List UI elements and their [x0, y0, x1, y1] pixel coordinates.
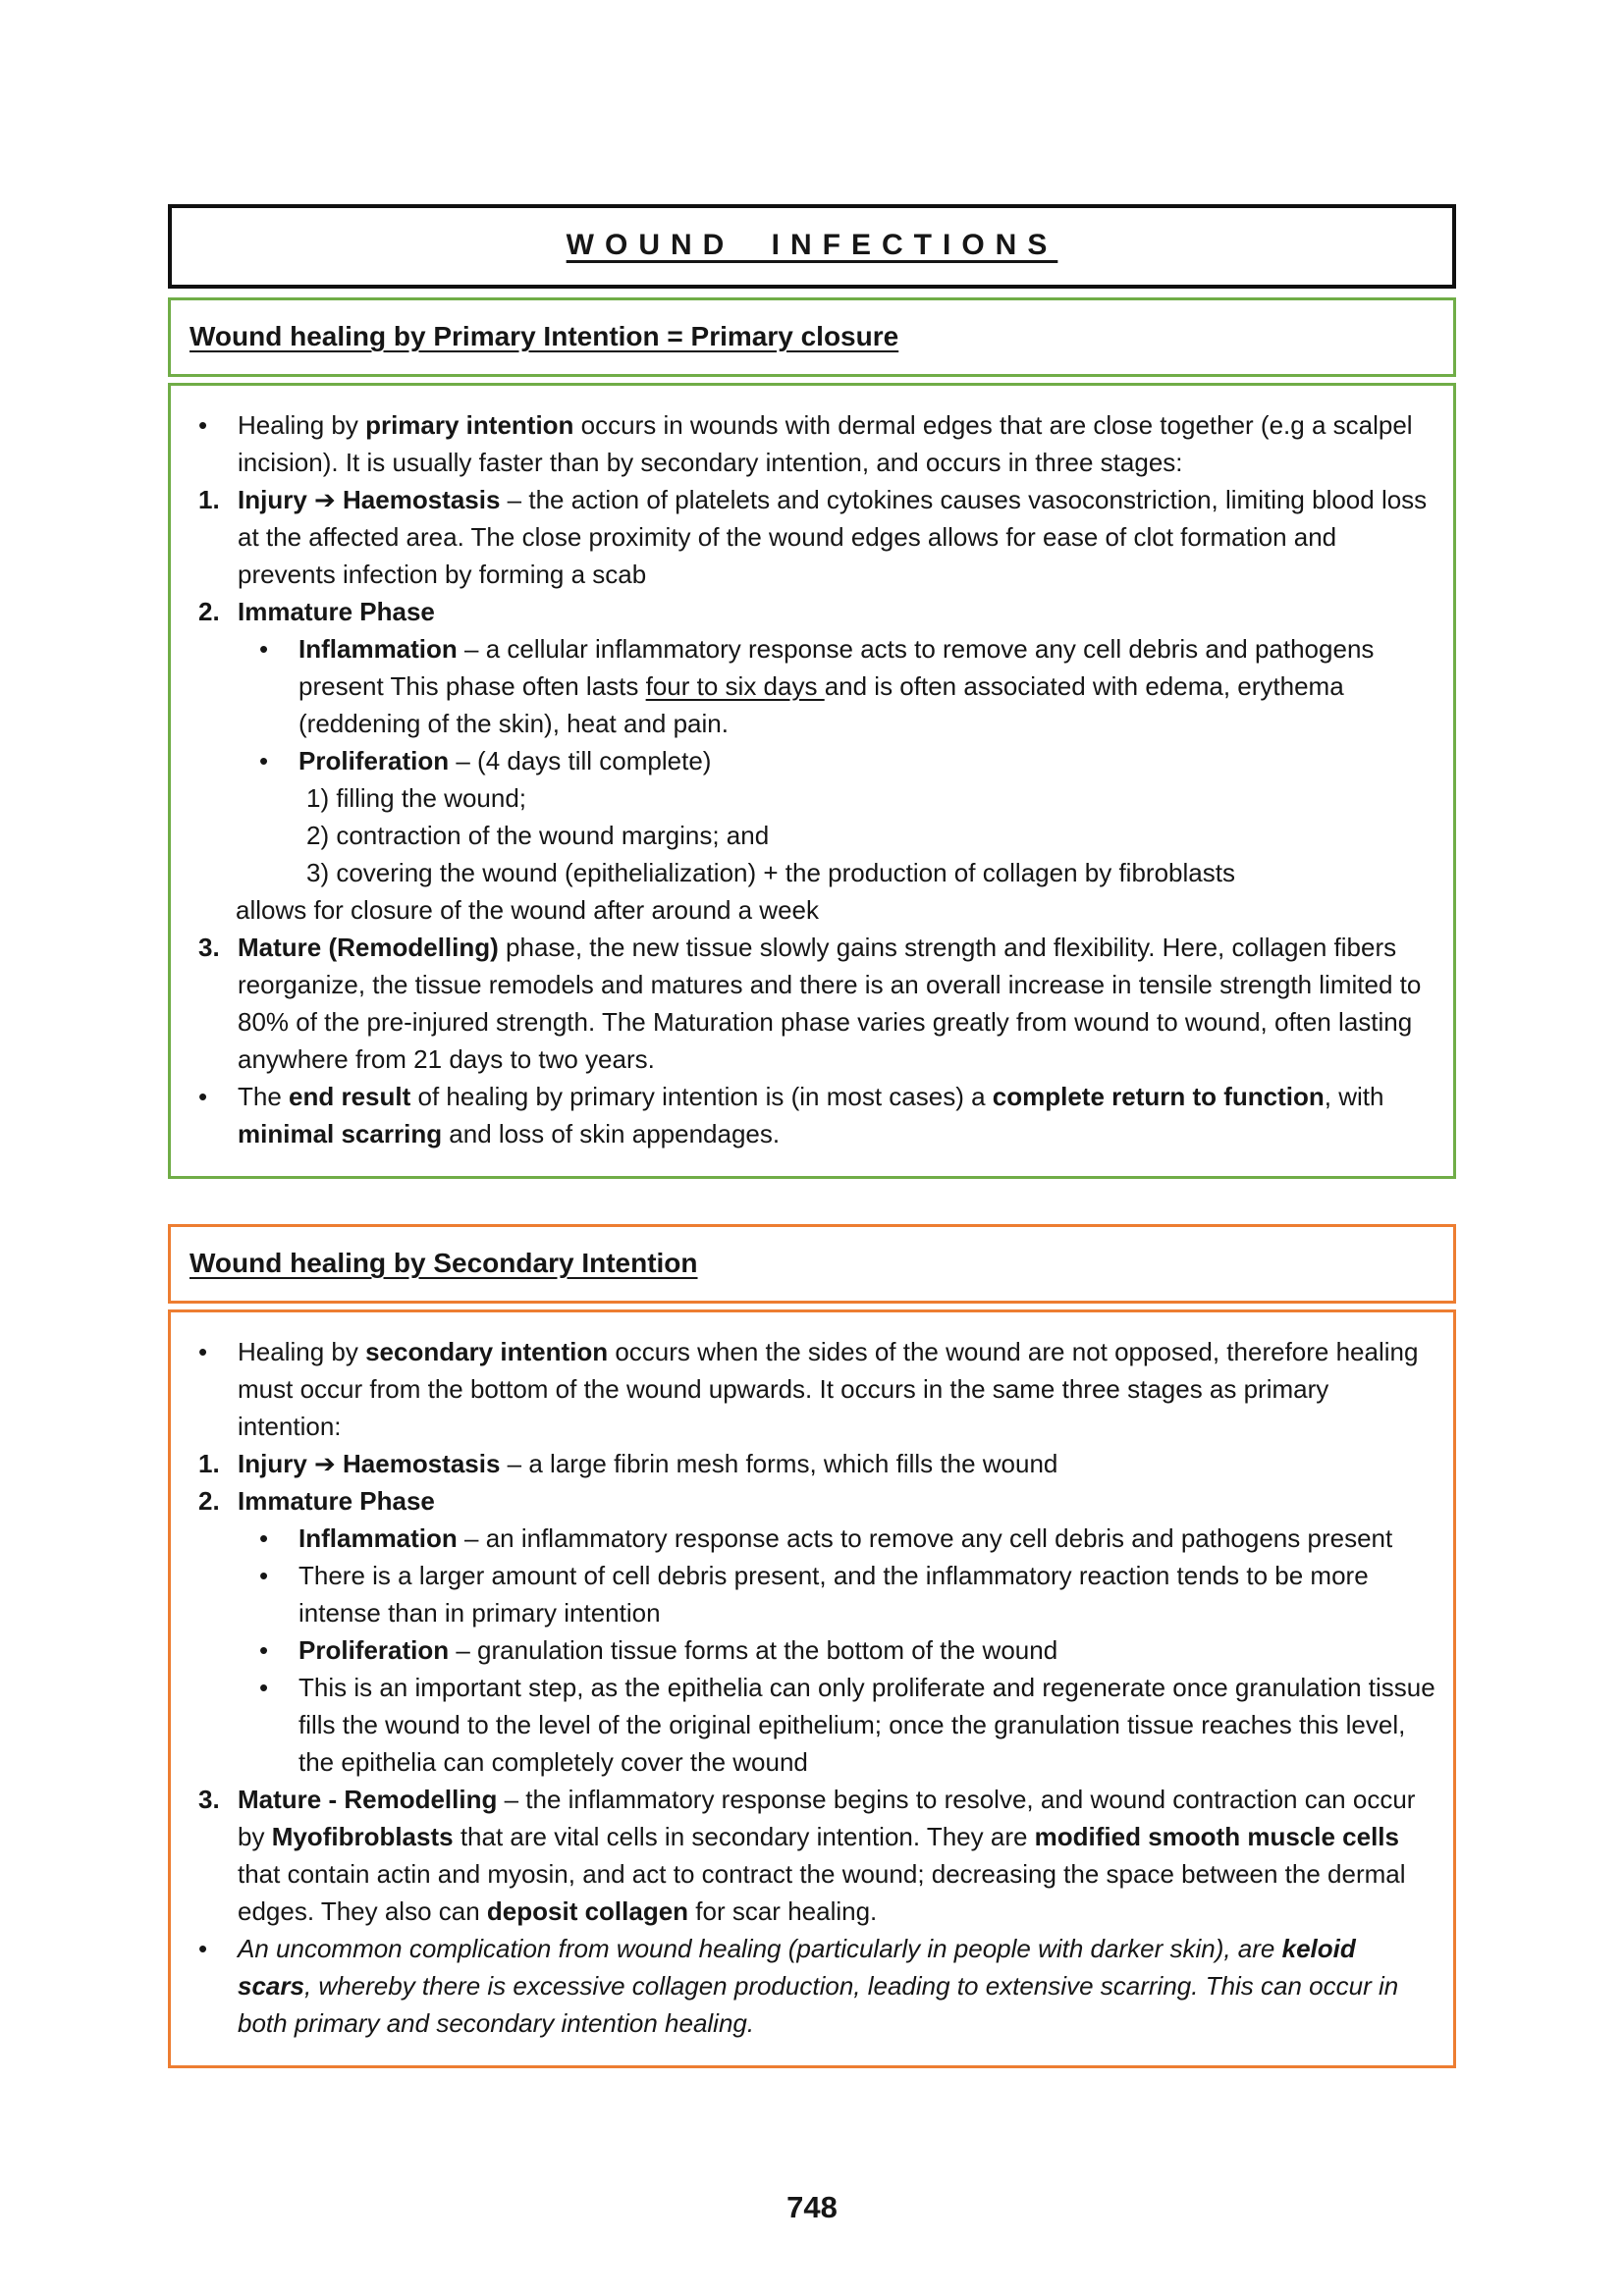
text-segment: – a cellular inflammatory response acts to remove any cell debris and pathogens present This phase often lasts	[298, 634, 1375, 701]
page-content	[168, 204, 1456, 2225]
primary-intention-header-box	[168, 297, 1456, 377]
text-segment: 1) filling the wound;	[306, 783, 527, 813]
text-segment: 3) covering the wound (epithelialization) + the production of collagen by fibroblasts	[306, 858, 1235, 887]
list-item	[236, 891, 1435, 929]
bullet-marker: •	[259, 746, 269, 775]
list-item	[306, 817, 1435, 854]
primary-intention-list	[189, 406, 1435, 1152]
list-item	[259, 742, 1435, 779]
text-segment: occurs when the sides of the wound are not opposed, therefore healing must occur from the bottom of the wound upwards. It occurs in the same three stages as primary intention:	[238, 1337, 1419, 1441]
text-segment: deposit collagen	[486, 1896, 689, 1926]
text-segment: allows for closure of the wound after around a week	[236, 895, 820, 925]
text-segment: Inflammation	[298, 634, 458, 664]
text-segment: Proliferation	[298, 1635, 450, 1665]
bullet-marker: •	[259, 1635, 269, 1665]
secondary-intention-section	[168, 1224, 1456, 2068]
page-number: 748	[786, 2190, 838, 2224]
item-text	[298, 630, 1435, 742]
item-text	[236, 891, 1435, 929]
text-segment: – the action of platelets and cytokines causes vasoconstriction, limiting blood loss at the affected area. The close proximity of the wound edges allows for ease of clot formation and prevents infection by forming a scab	[238, 485, 1428, 589]
text-segment: modified smooth muscle cells	[1034, 1822, 1399, 1851]
bullet-marker: •	[198, 1337, 208, 1366]
text-segment: keloid scars	[238, 1934, 1356, 2001]
text-segment: Healing by	[238, 1337, 366, 1366]
text-segment: that are vital cells in secondary intention. They are	[453, 1822, 1035, 1851]
item-text	[238, 1781, 1435, 1930]
text-segment: occurs in wounds with dermal edges that are close together (e.g a scalpel incision). It is usually faster than by secondary intention, and occurs in three stages:	[238, 410, 1413, 477]
text-segment: Inflammation	[298, 1523, 458, 1553]
item-text	[238, 406, 1435, 481]
item-text	[238, 1482, 1435, 1520]
item-text	[238, 1333, 1435, 1445]
bullet-marker: •	[259, 1561, 269, 1590]
list-item	[259, 1631, 1435, 1669]
text-segment: 2) contraction of the wound margins; and	[306, 821, 770, 850]
text-segment: Injury ➔ Haemostasis	[238, 1449, 501, 1478]
text-segment: complete return to function	[992, 1082, 1325, 1111]
text-segment: Healing by	[238, 410, 366, 440]
number-marker: 2.	[198, 1486, 220, 1516]
secondary-intention-header-box	[168, 1224, 1456, 1304]
page-title: WOUND INFECTIONS	[566, 229, 1058, 261]
list-item	[198, 1333, 1435, 1445]
list-item	[198, 1482, 1435, 1520]
primary-intention-content-box	[168, 383, 1456, 1179]
text-segment: There is a larger amount of cell debris present, and the inflammatory reaction tends to be more intense than in primary intention	[298, 1561, 1369, 1628]
item-text	[298, 1631, 1435, 1669]
primary-intention-header: Wound healing by Primary Intention = Primary closure	[189, 321, 899, 351]
number-marker: 3.	[198, 1785, 220, 1814]
text-segment: Proliferation	[298, 746, 450, 775]
bullet-marker: •	[198, 1934, 208, 1963]
text-segment: – the inflammatory response begins to resolve, and wound contraction can occur by	[238, 1785, 1416, 1851]
text-segment: – (4 days till complete)	[449, 746, 712, 775]
text-segment: of healing by primary intention is (in most cases) a	[410, 1082, 993, 1111]
item-text	[306, 817, 1435, 854]
secondary-intention-header: Wound healing by Secondary Intention	[189, 1248, 698, 1278]
text-segment: – a large fibrin mesh forms, which fills the wound	[500, 1449, 1058, 1478]
item-text	[238, 481, 1435, 593]
item-text	[238, 929, 1435, 1078]
text-segment: – an inflammatory response acts to remove any cell debris and pathogens present	[457, 1523, 1393, 1553]
title-box	[168, 204, 1456, 289]
text-segment: This is an important step, as the epithelia can only proliferate and regenerate once granulation tissue fills the wound to the level of the original epithelium; once the granulation tissue reaches this level, the epithelia can completely cover the wound	[298, 1673, 1435, 1777]
item-text	[306, 854, 1435, 891]
list-item	[306, 854, 1435, 891]
bullet-marker: •	[198, 1082, 208, 1111]
list-item	[198, 406, 1435, 481]
text-segment: phase, the new tissue slowly gains strength and flexibility. Here, collagen fibers reorganize, the tissue remodels and matures and there is an overall increase in tensile strength limited to 80% of the pre-injured strength. The Maturation phase varies greatly from wound to wound, often lasting anywhere from 21 days to two years.	[238, 933, 1422, 1074]
text-segment: for scar healing.	[688, 1896, 878, 1926]
text-segment: Immature Phase	[238, 1486, 435, 1516]
list-item	[198, 1078, 1435, 1152]
text-segment: The	[238, 1082, 290, 1111]
bullet-marker: •	[198, 410, 208, 440]
item-text	[238, 1078, 1435, 1152]
text-segment: and loss of skin appendages.	[442, 1119, 781, 1148]
text-segment: that contain actin and myosin, and act to contract the wound; decreasing the space between the dermal edges. They also can	[238, 1859, 1406, 1926]
list-item	[198, 481, 1435, 593]
text-segment: Mature (Remodelling)	[238, 933, 499, 962]
item-text	[298, 1669, 1435, 1781]
text-segment: – granulation tissue forms at the bottom of the wound	[449, 1635, 1058, 1665]
list-item	[198, 593, 1435, 630]
text-segment: minimal scarring	[238, 1119, 443, 1148]
list-item	[198, 1781, 1435, 1930]
list-item	[198, 1930, 1435, 2042]
list-item	[198, 1445, 1435, 1482]
item-text	[298, 742, 1435, 779]
text-segment: , with	[1324, 1082, 1384, 1111]
list-item	[259, 1557, 1435, 1631]
item-text	[298, 1557, 1435, 1631]
list-item	[306, 779, 1435, 817]
secondary-intention-content-box	[168, 1309, 1456, 2068]
item-text	[298, 1520, 1435, 1557]
item-text	[238, 593, 1435, 630]
text-segment: primary intention	[365, 410, 574, 440]
list-item	[259, 1669, 1435, 1781]
number-marker: 1.	[198, 485, 220, 514]
item-text	[306, 779, 1435, 817]
item-text	[238, 1930, 1435, 2042]
bullet-marker: •	[259, 634, 269, 664]
primary-intention-section	[168, 297, 1456, 1179]
text-segment: secondary intention	[365, 1337, 609, 1366]
number-marker: 3.	[198, 933, 220, 962]
text-segment: Immature Phase	[238, 597, 435, 626]
text-segment: Injury ➔ Haemostasis	[238, 485, 501, 514]
text-segment: and is often associated with edema, erythema (reddening of the skin), heat and pain.	[298, 671, 1344, 738]
list-item	[259, 630, 1435, 742]
text-segment: Myofibroblasts	[271, 1822, 454, 1851]
text-segment: Mature - Remodelling	[238, 1785, 498, 1814]
list-item	[198, 929, 1435, 1078]
list-item	[259, 1520, 1435, 1557]
text-segment: , whereby there is excessive collagen production, leading to extensive scarring. This can occur in both primary and secondary intention healing.	[238, 1971, 1399, 2038]
number-marker: 1.	[198, 1449, 220, 1478]
bullet-marker: •	[259, 1523, 269, 1553]
text-segment: An uncommon complication from wound healing (particularly in people with darker skin), are	[238, 1934, 1282, 1963]
text-segment: four to six days	[645, 671, 825, 701]
secondary-intention-list	[189, 1333, 1435, 2042]
item-text	[238, 1445, 1435, 1482]
number-marker: 2.	[198, 597, 220, 626]
bullet-marker: •	[259, 1673, 269, 1702]
text-segment: end result	[289, 1082, 411, 1111]
